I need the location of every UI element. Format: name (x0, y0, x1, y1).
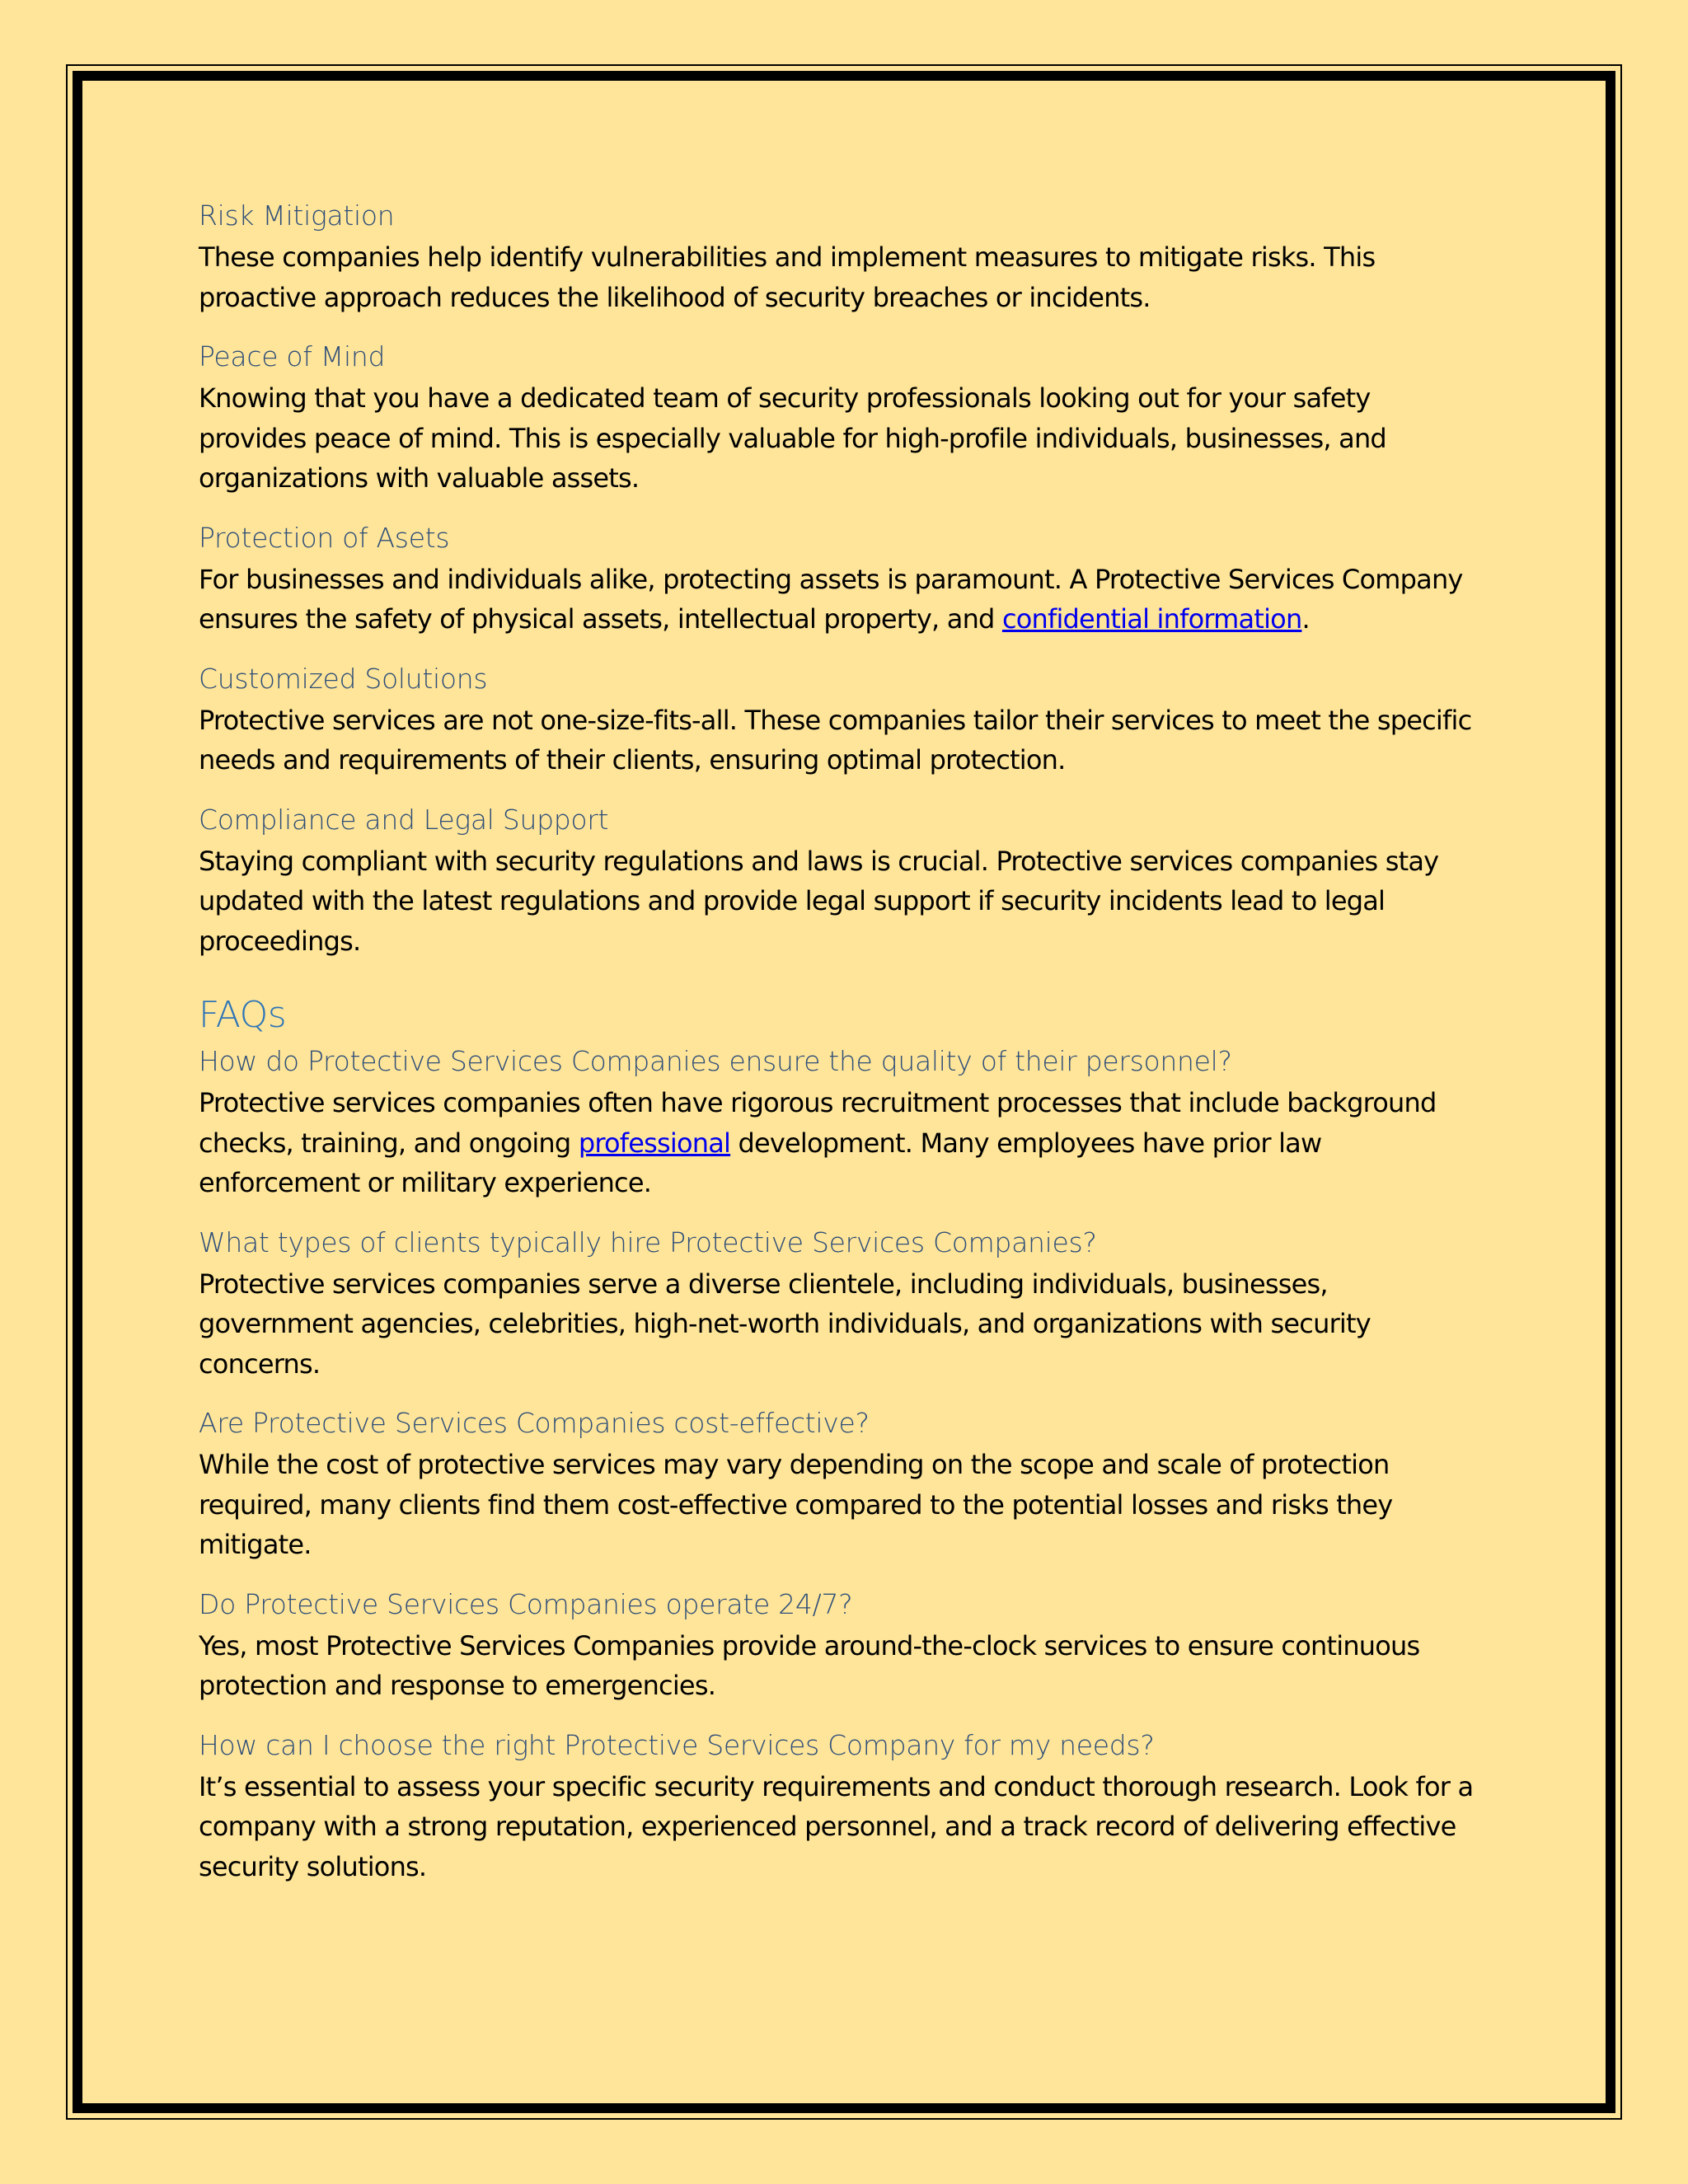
paragraph-text: For businesses and individuals alike, protecting assets is paramount. A Protective Services Company ensures the safety of physical assets, intellectual property, and (199, 563, 1463, 635)
section-compliance-legal (199, 802, 1484, 962)
section-protection-of-assets (199, 520, 1484, 640)
faq-heading: FAQs (199, 994, 287, 1036)
faq-question: How do Protective Services Companies ensure the quality of their personnel? (199, 1045, 1232, 1077)
section-heading: Risk Mitigation (199, 199, 395, 232)
section-customized-solutions (199, 661, 1484, 780)
section-paragraph: Protective services are not one-size-fits-all. These companies tailor their services to meet the specific needs and requirements of their clients, ensuring optimal protection. (199, 704, 1472, 776)
faq-answer: While the cost of protective services may vary depending on the scope and scale of protection required, many clients find them cost-effective compared to the potential losses and risks they mitigate. (199, 1449, 1393, 1560)
section-paragraph: Knowing that you have a dedicated team of security professionals looking out for your safety provides peace of mind. This is especially valuable for high-profile individuals, businesses, and organizations with valuable assets. (199, 382, 1386, 494)
section-heading: Compliance and Legal Support (199, 803, 609, 836)
faq-item (199, 1043, 1484, 1203)
section-paragraph: These companies help identify vulnerabilities and implement measures to mitigate risks. This proactive approach reduces the likelihood of security breaches or incidents. (199, 241, 1376, 313)
paragraph-text: development. Many employees have prior law enforcement or military experience. (199, 1127, 1322, 1198)
section-paragraph (199, 560, 1484, 640)
faq-answer: Protective services companies serve a diverse clientele, including individuals, businesses, government agencies, celebrities, high-net-worth individuals, and organizations with security concerns. (199, 1268, 1371, 1380)
faq-answer (199, 1083, 1484, 1203)
faq-item (199, 1225, 1484, 1385)
faq-item (199, 1405, 1484, 1565)
faq-item (199, 1727, 1484, 1887)
section-risk-mitigation (199, 198, 1484, 317)
paragraph-text: Protective services companies often have rigorous recruitment processes that include background checks, training, and ongoing (199, 1087, 1437, 1159)
faq-question: Do Protective Services Companies operate 24/7? (199, 1587, 853, 1620)
section-heading: Customized Solutions (199, 662, 488, 695)
faq-question: What types of clients typically hire Protective Services Companies? (199, 1226, 1097, 1258)
faq-answer: Yes, most Protective Services Companies provide around-the-clock services to ensure continuous protection and response to emergencies. (199, 1629, 1420, 1701)
paragraph-text: . (1301, 603, 1310, 635)
faq-item (199, 1586, 1484, 1706)
confidential-information-link[interactable]: confidential information (1001, 603, 1302, 635)
section-peace-of-mind (199, 339, 1484, 499)
document-body (199, 198, 1484, 1908)
faq-answer: It’s essential to assess your specific security requirements and conduct thorough research. Look for a company with a strong reputation, experienced personnel, and a track record of delivering effective security solutions. (199, 1770, 1474, 1882)
professional-link[interactable]: professional (578, 1127, 731, 1159)
section-heading: Protection of Asets (199, 521, 450, 554)
section-heading: Peace of Mind (199, 340, 386, 373)
faq-question: How can I choose the right Protective Services Company for my needs? (199, 1728, 1155, 1761)
faq-question: Are Protective Services Companies cost-effective? (199, 1407, 870, 1439)
section-paragraph: Staying compliant with security regulations and laws is crucial. Protective services companies stay updated with the latest regulations and provide legal support if security incidents lead to legal proceedings. (199, 845, 1439, 957)
